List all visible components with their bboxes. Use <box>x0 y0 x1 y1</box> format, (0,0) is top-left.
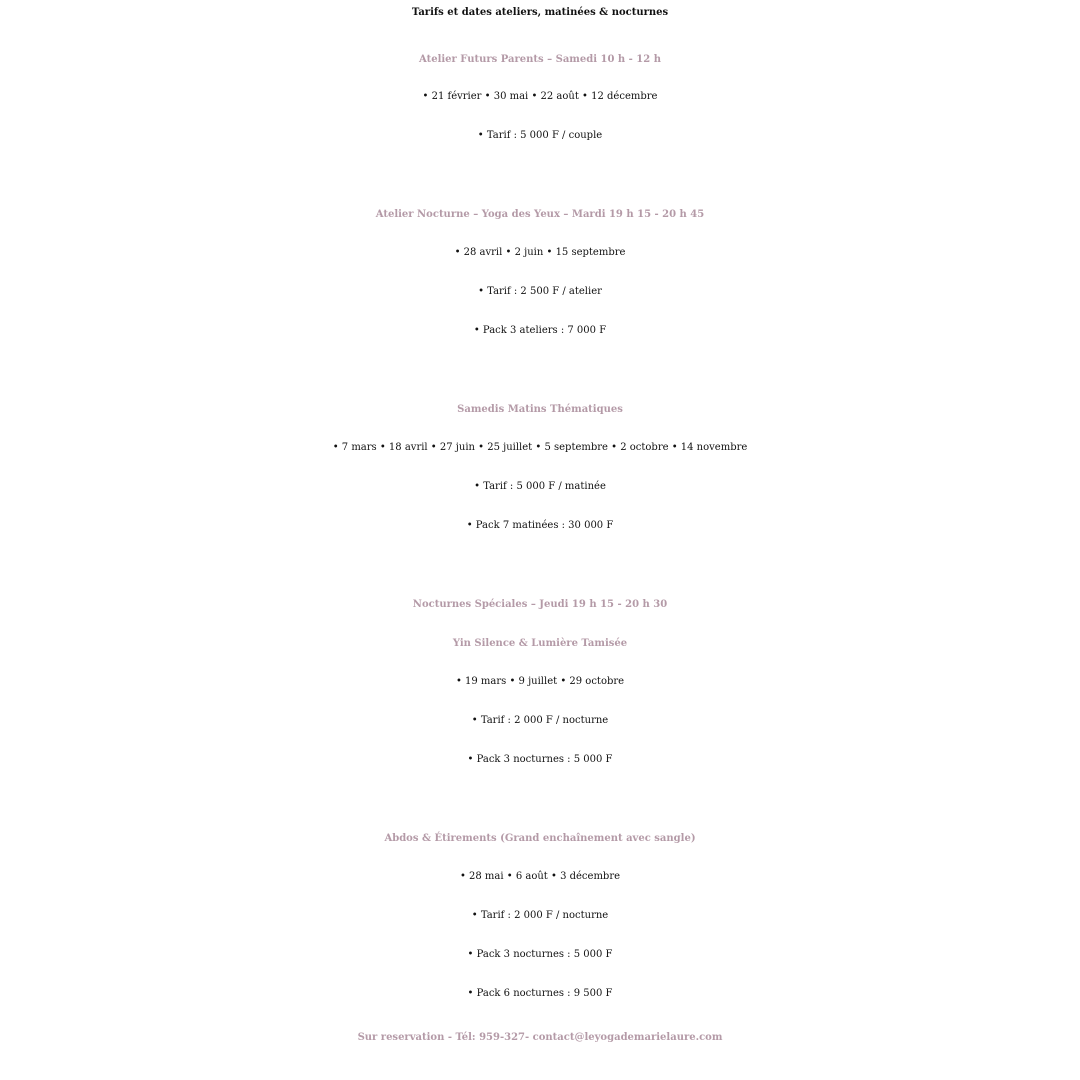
page-title: Tarifs et dates ateliers, matinées & nocturnes <box>411 7 669 18</box>
section-price-futurs-parents: • Tarif : 5 000 F / couple <box>477 130 603 141</box>
section-dates-nocturnes-speciales: • 19 mars • 9 juillet • 29 octobre <box>455 676 625 687</box>
section-heading-samedis-matins: Samedis Matins Thématiques <box>457 404 623 415</box>
section-heading-nocturnes-speciales: Nocturnes Spéciales – Jeudi 19 h 15 - 20 h 30 <box>412 599 668 610</box>
section-dates-abdos-etirements: • 28 mai • 6 août • 3 décembre <box>459 871 621 882</box>
section-pack-samedis-matins: • Pack 7 matinées : 30 000 F <box>466 520 614 531</box>
section-heading-futurs-parents: Atelier Futurs Parents – Samedi 10 h - 12 h <box>419 54 661 65</box>
section-dates-futurs-parents: • 21 février • 30 mai • 22 août • 12 décembre <box>422 91 658 102</box>
footer-contact: Sur reservation - Tél: 959-327- contact@leyogademarielaure.com <box>357 1032 723 1043</box>
section-price-samedis-matins: • Tarif : 5 000 F / matinée <box>474 481 606 492</box>
section-dates-samedis-matins: • 7 mars • 18 avril • 27 juin • 25 juillet • 5 septembre • 2 octobre • 14 novembre <box>332 442 748 453</box>
section-dates-yoga-des-yeux: • 28 avril • 2 juin • 15 septembre <box>454 247 626 258</box>
section-heading-abdos-etirements: Abdos & Étirements (Grand enchaînement avec sangle) <box>384 833 696 844</box>
section-price-abdos-etirements: • Tarif : 2 000 F / nocturne <box>471 910 609 921</box>
section-pack6-abdos-etirements: • Pack 6 nocturnes : 9 500 F <box>467 988 613 999</box>
section-price-yoga-des-yeux: • Tarif : 2 500 F / atelier <box>478 286 602 297</box>
section-pack3-abdos-etirements: • Pack 3 nocturnes : 5 000 F <box>467 949 613 960</box>
section-price-nocturnes-speciales: • Tarif : 2 000 F / nocturne <box>471 715 609 726</box>
section-pack-nocturnes-speciales: • Pack 3 nocturnes : 5 000 F <box>467 754 613 765</box>
section-subheading-nocturnes-speciales: Yin Silence & Lumière Tamisée <box>452 638 628 649</box>
section-pack-yoga-des-yeux: • Pack 3 ateliers : 7 000 F <box>473 325 607 336</box>
section-heading-yoga-des-yeux: Atelier Nocturne – Yoga des Yeux – Mardi 19 h 15 - 20 h 45 <box>375 209 705 220</box>
